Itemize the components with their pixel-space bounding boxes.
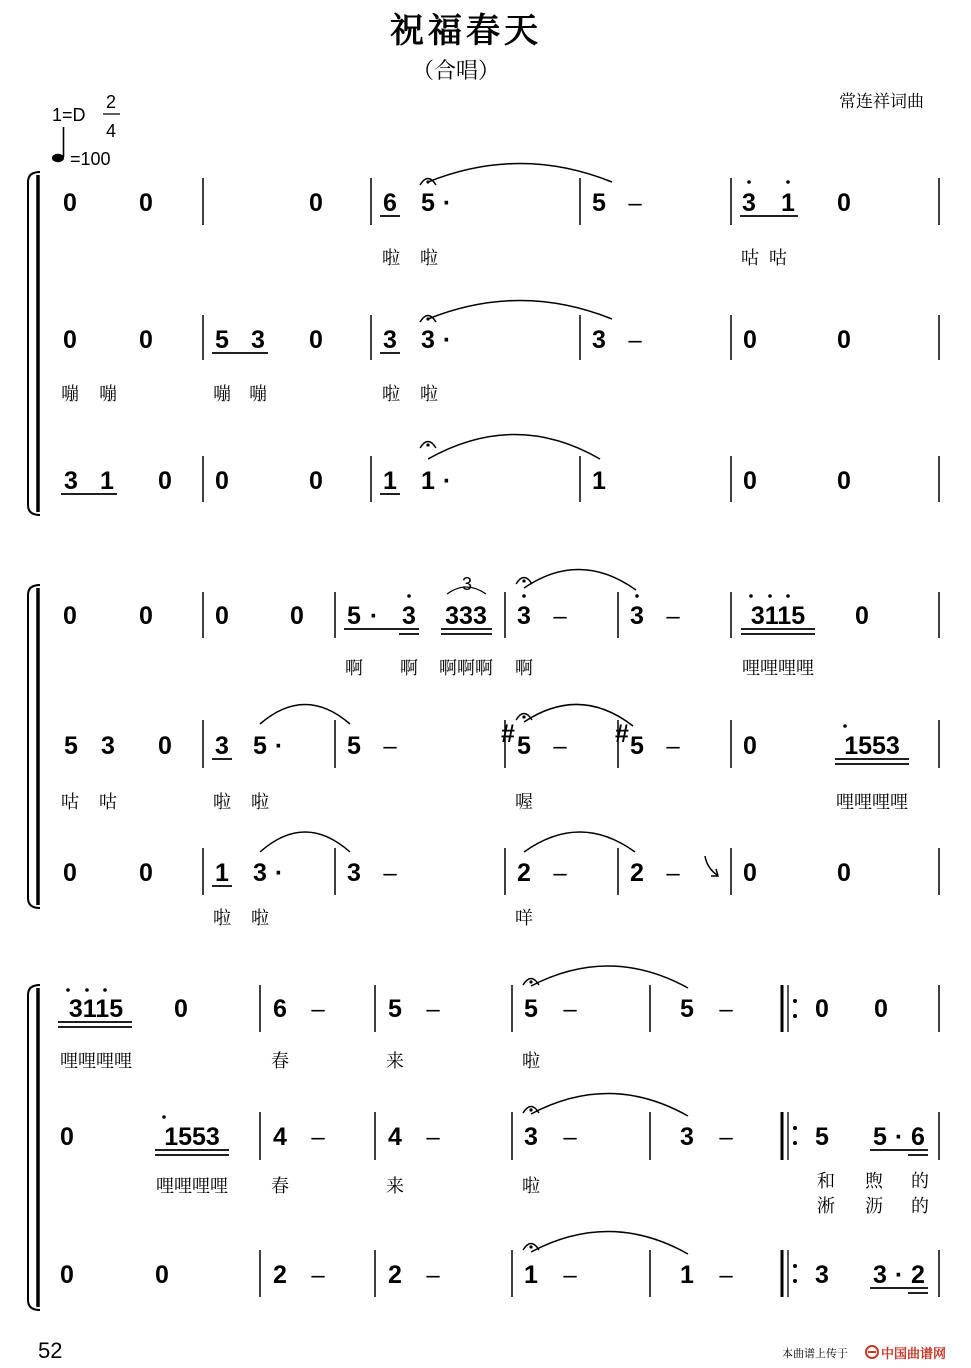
- note: 0: [837, 326, 851, 354]
- lyric: 啦: [251, 792, 269, 813]
- lyric: 春: [271, 1051, 289, 1072]
- footer-brand: 中国曲谱网: [881, 1347, 947, 1362]
- note: 0: [139, 326, 153, 354]
- note: 5: [873, 1123, 887, 1151]
- note: 3: [517, 602, 531, 630]
- note: 2: [630, 859, 644, 887]
- note: 4: [388, 1123, 402, 1151]
- note: 3115: [750, 602, 806, 630]
- note: 0: [743, 859, 757, 887]
- lyric: 啊: [515, 658, 533, 679]
- slur: [428, 301, 612, 320]
- dash: –: [383, 860, 397, 887]
- system-2: [28, 569, 939, 929]
- voice-2: [60, 1093, 939, 1217]
- fermata-icon: [516, 578, 532, 585]
- note: 0: [855, 602, 869, 630]
- slur: [428, 164, 612, 183]
- note: 1: [100, 467, 114, 495]
- voice-1: [63, 569, 939, 679]
- dash: –: [666, 603, 680, 630]
- lyric: 咕: [741, 248, 759, 269]
- lyric: 嘣: [99, 384, 117, 405]
- dash: –: [426, 1262, 440, 1289]
- dot: ·: [442, 467, 452, 495]
- dot: ·: [894, 1261, 904, 1289]
- note: 3: [421, 326, 435, 354]
- lyric: 来: [386, 1176, 404, 1197]
- note: 0: [174, 995, 188, 1023]
- dash: –: [553, 733, 567, 760]
- note: 0: [309, 189, 323, 217]
- note: 0: [290, 602, 304, 630]
- note: 5: [421, 189, 435, 217]
- dash: –: [666, 860, 680, 887]
- slur: [531, 966, 688, 988]
- lyric: 啦: [251, 908, 269, 929]
- note: 0: [815, 995, 829, 1023]
- note: 2: [273, 1261, 287, 1289]
- note: 3: [347, 859, 361, 887]
- note: 1: [592, 467, 606, 495]
- page-number: 52: [38, 1338, 63, 1363]
- time-signature-bottom: 4: [105, 121, 117, 141]
- note: 1: [781, 189, 795, 217]
- lyric: 的: [911, 1171, 929, 1192]
- dot: ·: [894, 1123, 904, 1151]
- fermata-icon: [523, 1107, 539, 1114]
- note: 5: [64, 732, 78, 760]
- dash: –: [553, 860, 567, 887]
- note: 3: [251, 326, 265, 354]
- dot: ·: [274, 859, 284, 887]
- lyric: 咕: [769, 248, 787, 269]
- tempo-marking: =100: [70, 149, 111, 169]
- dot: ·: [274, 732, 284, 760]
- lyric: 啦: [420, 248, 438, 269]
- note: 4: [273, 1123, 287, 1151]
- note: 0: [63, 859, 77, 887]
- dash: –: [563, 1262, 577, 1289]
- dash: –: [563, 996, 577, 1023]
- note: 0: [139, 602, 153, 630]
- note: 0: [743, 732, 757, 760]
- dash: –: [311, 1124, 325, 1151]
- note: 1: [680, 1261, 694, 1289]
- note: 6: [383, 189, 397, 217]
- note: 5: [815, 1123, 829, 1151]
- site-logo-icon: [866, 1346, 878, 1358]
- note: 3: [524, 1123, 538, 1151]
- voice-1: [63, 164, 939, 270]
- note: 0: [215, 467, 229, 495]
- note: 333: [445, 602, 487, 630]
- note: 0: [139, 859, 153, 887]
- note: 1: [421, 467, 435, 495]
- note: 0: [743, 326, 757, 354]
- note: 5: [347, 732, 361, 760]
- note: 0: [309, 467, 323, 495]
- note: 2: [388, 1261, 402, 1289]
- note: 0: [215, 602, 229, 630]
- note: 6: [911, 1123, 925, 1151]
- lyric: 哩哩哩哩: [836, 792, 908, 813]
- footer-text: 本曲谱上传于: [782, 1347, 848, 1360]
- lyric: 喔: [515, 792, 533, 813]
- lyric: 哩哩哩哩: [742, 658, 814, 679]
- note: 0: [63, 602, 77, 630]
- slur: [531, 1231, 688, 1254]
- dash: –: [311, 996, 325, 1023]
- lyric: 嘣: [61, 384, 79, 405]
- system-3: [28, 966, 939, 1310]
- note: 5: [347, 602, 361, 630]
- note: 2: [911, 1261, 925, 1289]
- note: 0: [874, 995, 888, 1023]
- lyric: 沥: [865, 1196, 883, 1217]
- lyric: 啊: [400, 658, 418, 679]
- note: 3: [630, 602, 644, 630]
- lyric: 啦: [382, 384, 400, 405]
- lyric: 啦: [522, 1051, 540, 1072]
- dash: –: [719, 1124, 733, 1151]
- note: 2: [517, 859, 531, 887]
- note: 0: [837, 467, 851, 495]
- fermata-icon: [420, 442, 436, 449]
- lyric: 煦: [865, 1171, 883, 1192]
- note: 0: [743, 467, 757, 495]
- voice-3: [63, 832, 939, 929]
- page-title: 祝福春天: [390, 11, 542, 51]
- note: 5: [630, 732, 644, 760]
- note: 3: [815, 1261, 829, 1289]
- note: 3: [215, 732, 229, 760]
- lyric: 的: [911, 1196, 929, 1217]
- lyric: 哩哩哩哩: [156, 1176, 228, 1197]
- lyric: 来: [386, 1051, 404, 1072]
- voice-2: [61, 301, 939, 406]
- note: 3115: [68, 995, 124, 1023]
- note: 3: [742, 189, 756, 217]
- lyric: 嘣: [213, 384, 231, 405]
- glissando-arrow-icon: [705, 856, 718, 876]
- dash: –: [426, 1124, 440, 1151]
- note: 3: [680, 1123, 694, 1151]
- lyric: 咩: [515, 908, 533, 929]
- dash: –: [563, 1124, 577, 1151]
- note: 3: [402, 602, 416, 630]
- dash: –: [426, 996, 440, 1023]
- note: 0: [60, 1261, 74, 1289]
- note: 0: [139, 189, 153, 217]
- voice-3: [61, 435, 939, 503]
- lyric: 哩哩哩哩: [60, 1051, 132, 1072]
- note: 0: [155, 1261, 169, 1289]
- note: 6: [273, 995, 287, 1023]
- lyric: 咕: [61, 792, 79, 813]
- lyric: 啦: [420, 384, 438, 405]
- lyric: 啊: [345, 658, 363, 679]
- voice-1: [58, 966, 939, 1072]
- note: 5: [388, 995, 402, 1023]
- lyric: 嘣: [249, 384, 267, 405]
- voice-2: [61, 704, 939, 813]
- system-1: [28, 164, 939, 516]
- note: 0: [60, 1123, 74, 1151]
- dash: –: [383, 733, 397, 760]
- dot: ·: [369, 602, 379, 630]
- note: 1: [524, 1261, 538, 1289]
- lyric: 啦: [213, 792, 231, 813]
- lyric: 啦: [213, 908, 231, 929]
- dot: ·: [442, 326, 452, 354]
- note: 3: [592, 326, 606, 354]
- note: 3: [64, 467, 78, 495]
- note: 0: [63, 189, 77, 217]
- dash: –: [628, 190, 642, 217]
- note: 3: [383, 326, 397, 354]
- note: 5: [524, 995, 538, 1023]
- dash: –: [666, 733, 680, 760]
- quarter-note-icon: [52, 127, 64, 162]
- lyric: 淅: [817, 1196, 835, 1217]
- note: 5: [253, 732, 267, 760]
- lyric: 啦: [522, 1176, 540, 1197]
- lyric: 咕: [99, 792, 117, 813]
- page-subtitle: （合唱）: [411, 59, 501, 84]
- composer-credit: 常连祥词曲: [839, 92, 924, 112]
- lyric: 啦: [382, 248, 400, 269]
- slur: [531, 1093, 688, 1116]
- note: 0: [837, 189, 851, 217]
- dash: –: [719, 1262, 733, 1289]
- dash: –: [553, 603, 567, 630]
- note: 3: [253, 859, 267, 887]
- sharp-sign: #: [615, 720, 629, 748]
- note: 1: [383, 467, 397, 495]
- note: 0: [158, 467, 172, 495]
- dash: –: [719, 996, 733, 1023]
- voice-3: [60, 1231, 939, 1297]
- note: 5: [680, 995, 694, 1023]
- note: 5: [215, 326, 229, 354]
- dash: –: [628, 327, 642, 354]
- note: 1553: [164, 1123, 220, 1151]
- triplet-mark: 3: [461, 574, 473, 594]
- slur: [428, 435, 600, 460]
- lyric: 春: [271, 1176, 289, 1197]
- key-signature: 1=D: [52, 105, 86, 125]
- note: 1: [215, 859, 229, 887]
- slur: [524, 569, 636, 590]
- note: 0: [309, 326, 323, 354]
- note: 5: [517, 732, 531, 760]
- dash: –: [311, 1262, 325, 1289]
- sharp-sign: #: [501, 720, 515, 748]
- note: 5: [592, 189, 606, 217]
- note: 1553: [844, 732, 900, 760]
- dot: ·: [442, 189, 452, 217]
- time-signature-top: 2: [105, 92, 117, 112]
- note: 3: [873, 1261, 887, 1289]
- slur: [260, 832, 350, 852]
- note: 3: [101, 732, 115, 760]
- note: 0: [837, 859, 851, 887]
- note: 0: [158, 732, 172, 760]
- lyric: 和: [817, 1171, 835, 1192]
- lyric: 啊啊啊: [439, 658, 493, 679]
- slur: [260, 705, 350, 725]
- note: 0: [63, 326, 77, 354]
